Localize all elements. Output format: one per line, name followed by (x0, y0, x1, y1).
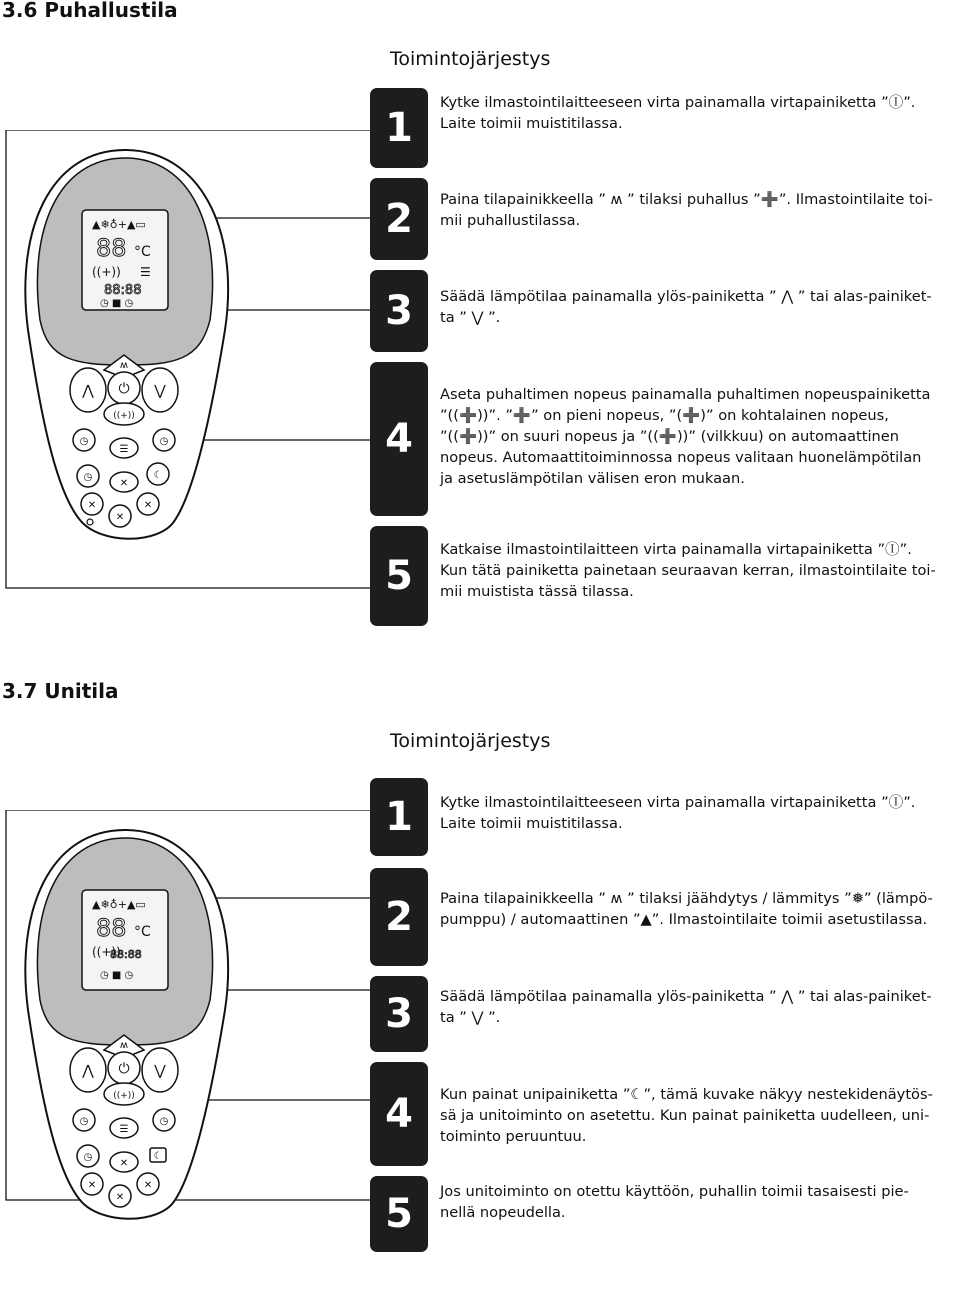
text-line: ”((➕))”. ”➕” on pieni nopeus, ”(➕)” on kohtalainen nopeus, (440, 407, 889, 424)
mode-icon: ʍ (119, 360, 129, 371)
step-number-5: 5 (370, 526, 428, 626)
step-text-5 (440, 1181, 955, 1223)
cancel-icon: ✕ (87, 1180, 97, 1191)
lcd-mode-icons: ▲❄♁+▲▭ (92, 218, 146, 231)
text-line: mii muistista tässä tilassa. (440, 583, 634, 600)
lcd-time: 88:88 (104, 283, 142, 298)
text-line: toiminto peruuntuu. (440, 1128, 587, 1145)
fan-speed-button-icon: ((+)) (113, 411, 135, 421)
fan-speed-button-icon: ((+)) (113, 1091, 135, 1101)
cancel-icon: ✕ (119, 478, 129, 489)
swing-button-icon: ☰ (119, 444, 129, 455)
lcd-temp: 88 (96, 234, 127, 262)
step-text-3 (440, 986, 955, 1028)
step-text-4 (440, 1084, 955, 1147)
step-text-3 (440, 286, 955, 328)
text-line: Paina tilapainikkeella ” ʍ ” tilaksi puhallus ”➕”. Ilmastointilaite toi- (440, 191, 933, 208)
leader-line-4 (190, 440, 370, 470)
step-number-1: 1 (370, 88, 428, 168)
lcd-timer-icons: ◷ ■ ◷ (100, 298, 134, 309)
step-number-2: 2 (370, 868, 428, 966)
text-line: Kun painat unipainiketta ”☾”, tämä kuvake näkyy nestekidenäytös- (440, 1086, 933, 1103)
step-number-3: 3 (370, 976, 428, 1052)
lcd-temp: 88 (96, 914, 127, 942)
cancel-icon: ✕ (115, 1192, 125, 1203)
text-line: nellä nopeudella. (440, 1204, 566, 1221)
cancel-icon: ✕ (143, 1180, 153, 1191)
lcd-unit: °C (134, 924, 151, 940)
section-subtitle: Toimintojärjestys (390, 730, 551, 752)
down-icon: ⋁ (154, 1063, 166, 1079)
text-line: Säädä lämpötilaa painamalla ylös-painiketta ” ⋀ ” tai alas-painiket- (440, 988, 932, 1005)
step-number-4: 4 (370, 1062, 428, 1166)
text-line: ”((➕))” on suuri nopeus ja ”((➕))” (vilkkuu) on automaattinen (440, 428, 900, 445)
text-line: Jos unitoiminto on otettu käyttöön, puhallin toimii tasaisesti pie- (440, 1183, 909, 1200)
fan-speed-icon: ((+)) (92, 265, 121, 279)
lcd-time: 88:88 (110, 948, 142, 961)
lcd-mode-icons: ▲❄♁+▲▭ (92, 898, 146, 911)
step-text-2 (440, 189, 955, 231)
sleep-icon: ☾ (153, 1151, 163, 1162)
timer-on-icon: ◷ (79, 436, 89, 447)
text-line: Laite toimii muistitilassa. (440, 815, 623, 832)
cancel-icon: ✕ (143, 500, 153, 511)
text-line: nopeus. Automaattitoiminnossa nopeus valitaan huonelämpötilan (440, 449, 922, 466)
section-title: 3.7 Unitila (2, 679, 119, 703)
cancel-icon: ✕ (119, 1158, 129, 1169)
remote-control-illustration (0, 130, 370, 650)
cancel-icon: ✕ (87, 500, 97, 511)
up-icon: ⋀ (82, 383, 94, 399)
step-number-3: 3 (370, 270, 428, 352)
text-line: Aseta puhaltimen nopeus painamalla puhaltimen nopeuspainiketta (440, 386, 931, 403)
remote-control-illustration (0, 810, 370, 1290)
step-number-4: 4 (370, 362, 428, 516)
text-line: ta ” ⋁ ”. (440, 1009, 501, 1026)
text-line: Paina tilapainikkeella ” ʍ ” tilaksi jäähdytys / lämmitys ”❅” (lämpö- (440, 890, 933, 907)
power-icon: ⏻ (118, 1061, 130, 1077)
cancel-icon: ✕ (115, 512, 125, 523)
text-line: Säädä lämpötilaa painamalla ylös-painiketta ” ⋀ ” tai alas-painiket- (440, 288, 932, 305)
step-number-1: 1 (370, 778, 428, 856)
step-number-2: 2 (370, 178, 428, 260)
step-text-5 (440, 539, 955, 602)
power-icon: ⏻ (118, 381, 130, 397)
timer-off-icon: ◷ (159, 436, 169, 447)
section-subtitle: Toimintojärjestys (390, 48, 551, 70)
swing-icon: ☰ (140, 265, 151, 279)
text-line: pumppu) / automaattinen ”▲”. Ilmastointilaite toimii asetustilassa. (440, 911, 928, 928)
timer-on-icon: ◷ (79, 1116, 89, 1127)
down-icon: ⋁ (154, 383, 166, 399)
text-line: mii puhallustilassa. (440, 212, 581, 229)
sleep-icon: ☾ (153, 470, 163, 481)
fan-speed-icon: ((+)) (92, 945, 121, 959)
text-line: ja asetuslämpötilan välisen eron mukaan. (440, 470, 745, 487)
clock-icon: ◷ (83, 1152, 93, 1163)
up-icon: ⋀ (82, 1063, 94, 1079)
text-line: Kytke ilmastointilaitteeseen virta painamalla virtapainiketta ”Ⓘ”. (440, 94, 916, 111)
clock-icon: ◷ (83, 472, 93, 483)
timer-off-icon: ◷ (159, 1116, 169, 1127)
step-number-5: 5 (370, 1176, 428, 1252)
lcd-unit: °C (134, 244, 151, 260)
mode-icon: ʍ (119, 1040, 129, 1051)
step-text-1 (440, 92, 955, 134)
swing-button-icon: ☰ (119, 1124, 129, 1135)
reset-hole (87, 519, 93, 525)
text-line: Kun tätä painiketta painetaan seuraavan kerran, ilmastointilaite toi- (440, 562, 936, 579)
text-line: Katkaise ilmastointilaitteen virta painamalla virtapainiketta ”Ⓘ”. (440, 541, 912, 558)
step-text-2 (440, 888, 955, 930)
step-text-1 (440, 792, 955, 834)
text-line: Kytke ilmastointilaitteeseen virta painamalla virtapainiketta ”Ⓘ”. (440, 794, 916, 811)
text-line: ta ” ⋁ ”. (440, 309, 501, 326)
lcd-timer-icons: ◷ ■ ◷ (100, 970, 134, 981)
text-line: sä ja unitoiminto on asetettu. Kun painat painiketta uudelleen, uni- (440, 1107, 930, 1124)
step-text-4 (440, 384, 955, 489)
text-line: Laite toimii muistitilassa. (440, 115, 623, 132)
section-title: 3.6 Puhallustila (2, 0, 178, 22)
